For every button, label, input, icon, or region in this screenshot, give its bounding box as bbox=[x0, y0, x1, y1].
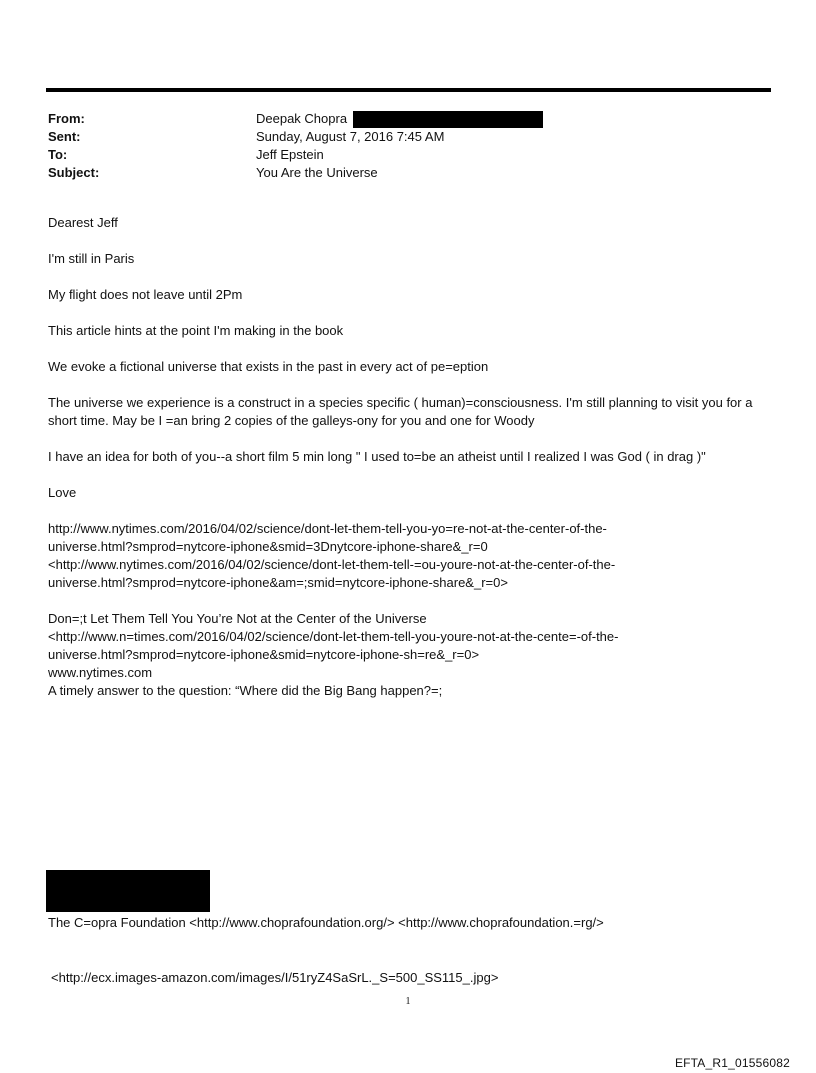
subject-value: You Are the Universe bbox=[256, 165, 378, 180]
to-label: To: bbox=[48, 147, 68, 162]
foundation-signature[interactable]: The C=opra Foundation <http://www.choprafoundation.org/> <http://www.choprafoundation.=rg/> bbox=[48, 915, 604, 930]
to-value: Jeff Epstein bbox=[256, 147, 324, 162]
closing: Love bbox=[48, 485, 77, 500]
from-label: From: bbox=[48, 111, 85, 126]
body-paragraph: The universe we experience is a construct in a species specific ( human)=consciousness. I'm still planning to visit you for a short time. May be I =an bring 2 copies of the galleys-ony for you and one for Woody bbox=[48, 395, 753, 428]
greeting: Dearest Jeff bbox=[48, 215, 118, 230]
body-paragraph: I'm still in Paris bbox=[48, 251, 135, 266]
subject-label: Subject: bbox=[48, 165, 100, 180]
article-teaser: A timely answer to the question: “Where did the Big Bang happen?=; bbox=[48, 683, 443, 698]
redacted-signature-block bbox=[46, 870, 210, 912]
sent-value: Sunday, August 7, 2016 7:45 AM bbox=[256, 129, 445, 144]
body-paragraph: We evoke a fictional universe that exists in the past in every act of pe=eption bbox=[48, 359, 489, 374]
article-url-line[interactable]: universe.html?smprod=nytcore-iphone&smid=3Dnytcore-iphone-share&_r=0 bbox=[48, 539, 488, 554]
article-url-line[interactable]: <http://www.nytimes.com/2016/04/02/science/dont-let-them-tell-=ou-youre-not-at-the-center-of-the- bbox=[48, 557, 616, 572]
from-name: Deepak Chopra bbox=[256, 111, 348, 126]
article-url-line[interactable]: universe.html?smprod=nytcore-iphone&am=;smid=nytcore-iphone-share&_r=0> bbox=[48, 575, 508, 590]
article-links bbox=[48, 520, 776, 592]
article-preview bbox=[48, 610, 776, 700]
article-url-line[interactable]: universe.html?smprod=nytcore-iphone&smid=nytcore-iphone-sh=re&_r=0> bbox=[48, 647, 480, 662]
email-body bbox=[48, 214, 776, 700]
body-paragraph: This article hints at the point I'm making in the book bbox=[48, 323, 344, 338]
body-paragraph: I have an idea for both of you--a short film 5 min long " I used to=be an atheist until I realized I was God ( in drag )" bbox=[48, 449, 706, 464]
article-site[interactable]: www.nytimes.com bbox=[48, 665, 153, 680]
sent-label: Sent: bbox=[48, 129, 81, 144]
image-link[interactable]: <http://ecx.images-amazon.com/images/I/51ryZ4SaSrL._S=500_SS115_.jpg> bbox=[51, 970, 499, 985]
redacted-email-block bbox=[353, 111, 543, 128]
header-rule bbox=[46, 88, 771, 92]
article-title: Don=;t Let Them Tell You You’re Not at the Center of the Universe bbox=[48, 611, 427, 626]
page-number: 1 bbox=[405, 996, 411, 1007]
document-id: EFTA_R1_01556082 bbox=[674, 1056, 790, 1070]
article-url-line[interactable]: http://www.nytimes.com/2016/04/02/science/dont-let-them-tell-you-yo=re-not-at-the-center-of-the- bbox=[48, 521, 607, 536]
body-paragraph: My flight does not leave until 2Pm bbox=[48, 287, 243, 302]
from-value bbox=[256, 110, 543, 128]
article-url-line[interactable]: <http://www.n=times.com/2016/04/02/science/dont-let-them-tell-you-youre-not-at-the-cente=-of-the- bbox=[48, 629, 619, 644]
